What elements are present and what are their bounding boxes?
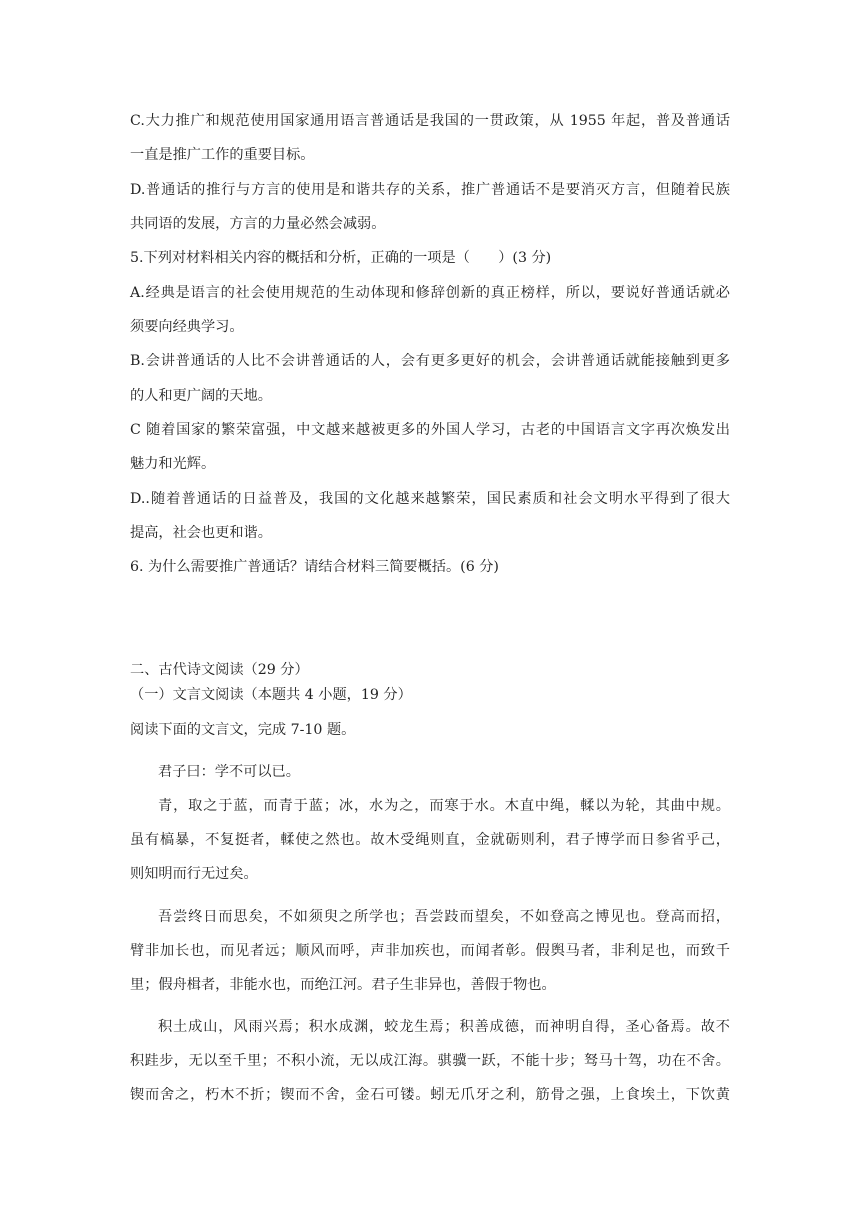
q5-option-a-line-2: 须要向经典学习。: [130, 319, 244, 335]
q5-option-b-line-1: B.会讲普通话的人比不会讲普通话的人，会有更多更好的机会，会讲普通话就能接触到更多: [130, 353, 730, 369]
subsection-heading-1: （一）文言文阅读（本题共 4 小题，19 分）: [130, 687, 412, 703]
passage-para-3-line-3: 里；假舟楫者，非能水也，而绝江河。君子生非异也，善假于物也。: [130, 977, 556, 993]
question-5: 5.下列对材料相关内容的概括和分析，正确的一项是（ ）(3 分): [130, 250, 552, 266]
passage-para-3-line-1: 吾尝终日而思矣，不如须臾之所学也；吾尝跂而望矣，不如登高之博见也。登高而招，: [158, 909, 730, 925]
passage-para-1: 君子曰：学不可以已。: [158, 764, 300, 780]
passage-para-4-line-1: 积土成山，风雨兴焉；积水成渊，蛟龙生焉；积善成德，而神明自得，圣心备焉。故不: [158, 1019, 730, 1035]
passage-para-2-line-1: 青，取之于蓝，而青于蓝；冰，水为之，而寒于水。木直中绳，輮以为轮，其曲中规。: [158, 798, 730, 814]
q5-option-d-line-1: D..随着普通话的日益普及，我国的文化越来越繁荣，国民素质和社会文明水平得到了很大: [130, 491, 730, 507]
q5-option-d-line-2: 提高，社会也更和谐。: [130, 525, 272, 541]
passage-para-4-line-2: 积跬步，无以至千里；不积小流，无以成江海。骐骥一跃，不能十步；驽马十驾，功在不舍。: [130, 1053, 730, 1069]
section-heading-2: 二、古代诗文阅读（29 分）: [130, 662, 309, 678]
q5-option-b-line-2: 的人和更广阔的天地。: [130, 388, 272, 404]
option-c-line-1: C.大力推广和规范使用国家通用语言普通话是我国的一贯政策，从 1955 年起，普及普通话: [130, 113, 730, 129]
passage-para-3-line-2: 臂非加长也，而见者远；顺风而呼，声非加疾也，而闻者彰。假舆马者，非利足也，而致千: [130, 943, 730, 959]
passage-para-4-line-3: 锲而舍之，朽木不折；锲而不舍，金石可镂。蚓无爪牙之利，筋骨之强，上食埃土，下饮黄: [130, 1087, 730, 1103]
option-d-line-2: 共同语的发展，方言的力量必然会减弱。: [130, 216, 386, 232]
option-d-line-1: D.普通话的推行与方言的使用是和谐共存的关系，推广普通话不是要消灭方言，但随着民族: [130, 182, 730, 198]
q5-option-c-line-2: 魅力和光辉。: [130, 456, 216, 472]
q5-option-c-line-1: C 随着国家的繁荣富强，中文越来越被更多的外国人学习，古老的中国语言文字再次焕发出: [130, 422, 730, 438]
question-6: 6. 为什么需要推广普通话？请结合材料三简要概括。(6 分): [130, 559, 499, 575]
q5-option-a-line-1: A.经典是语言的社会使用规范的生动体现和修辞创新的真正榜样，所以，要说好普通话就必: [130, 285, 730, 301]
passage-para-2-line-2: 虽有槁暴，不复挺者，輮使之然也。故木受绳则直，金就砺则利，君子博学而日参省乎己，: [130, 832, 730, 848]
reading-instruction: 阅读下面的文言文，完成 7-10 题。: [130, 722, 356, 738]
passage-para-2-line-3: 则知明而行无过矣。: [130, 866, 258, 882]
option-c-line-2: 一直是推广工作的重要目标。: [130, 147, 315, 163]
